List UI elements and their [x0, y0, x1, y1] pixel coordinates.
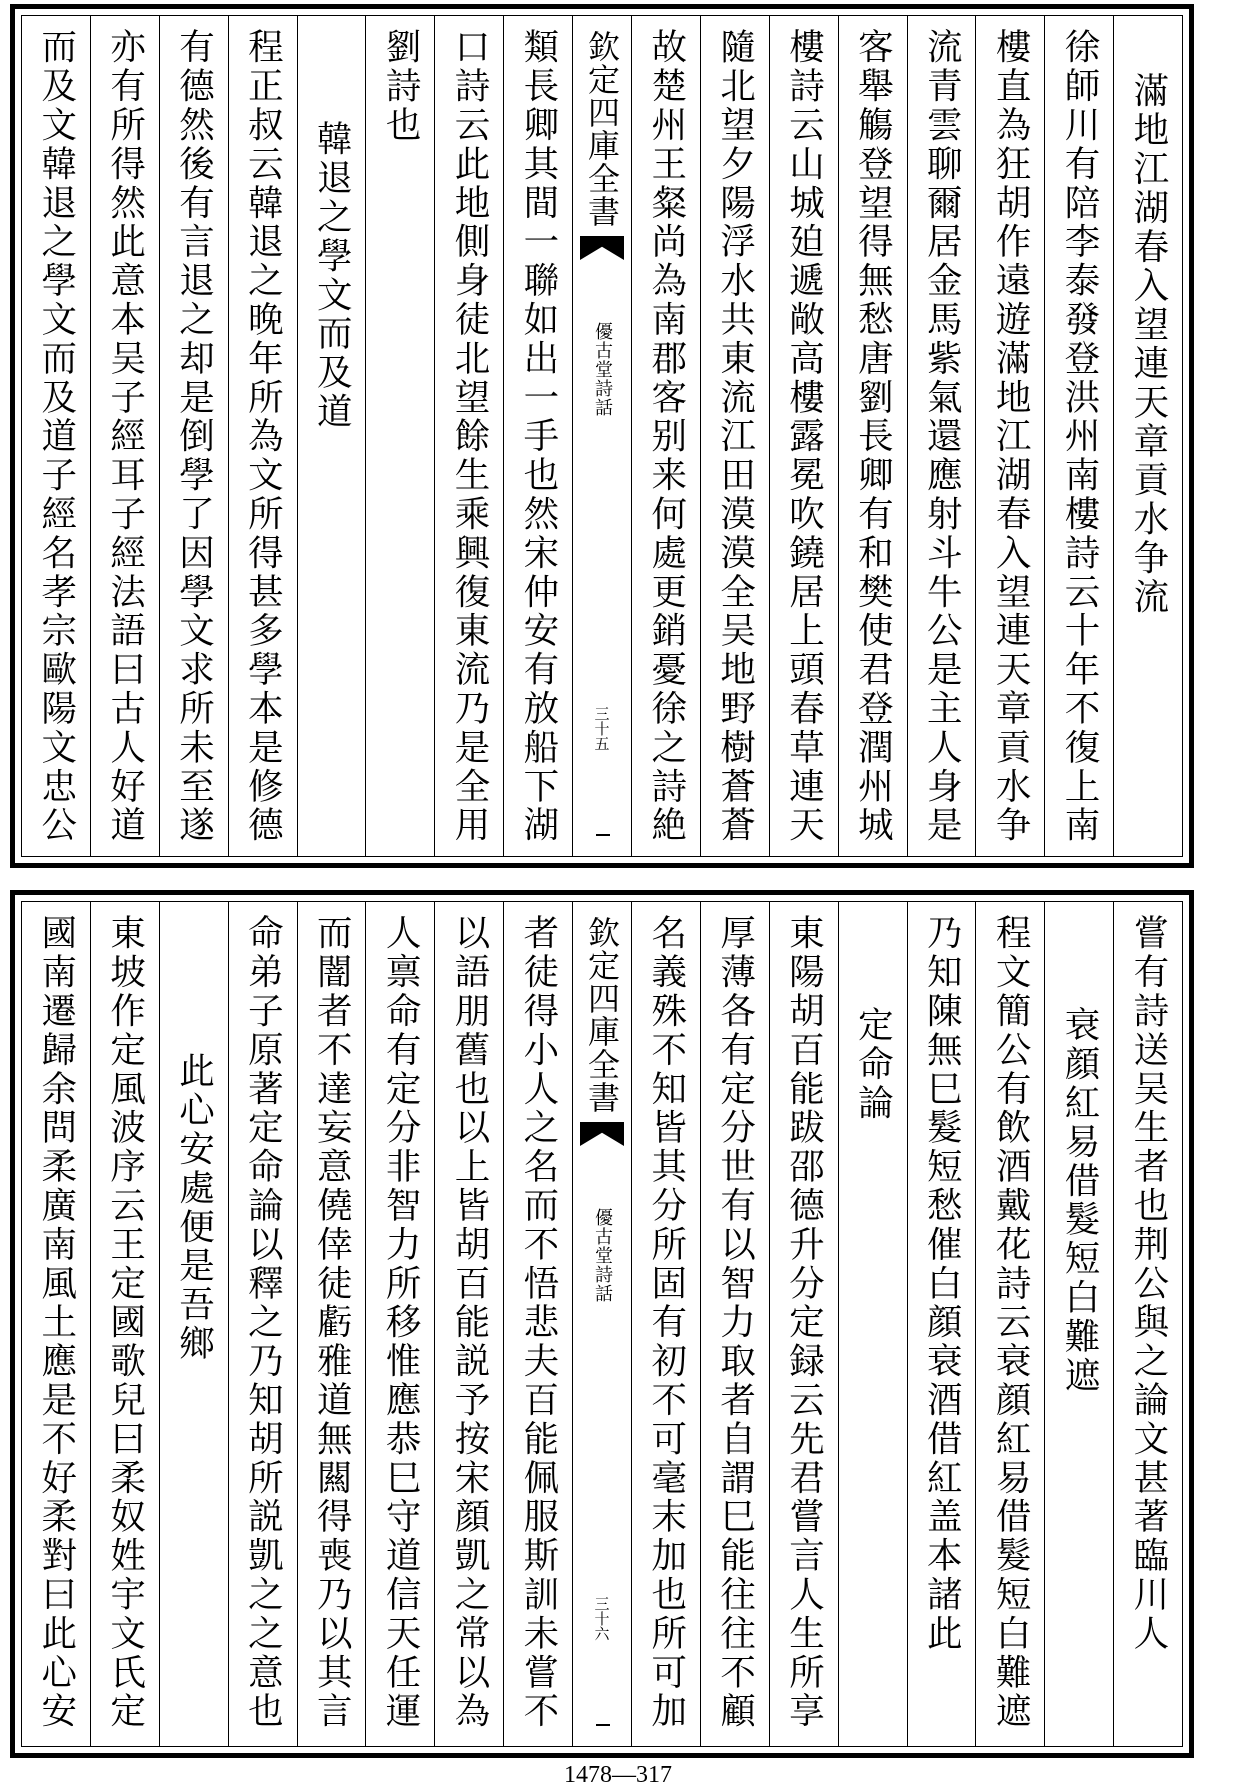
text-column — [434, 902, 503, 1746]
text-column — [700, 902, 769, 1746]
text-column — [631, 902, 700, 1746]
text-column — [1044, 16, 1113, 856]
text-column — [365, 902, 434, 1746]
column-text: 徐師川有陪李泰發登洪州南樓詩云十年不復上南 — [1058, 28, 1100, 845]
text-column — [228, 16, 297, 856]
column-text: 人禀命有定分非智力所移惟應恭巳守道信天任運 — [380, 914, 422, 1731]
text-column — [434, 16, 503, 856]
text-column — [1113, 16, 1182, 856]
column-text: 命弟子原著定命論以釋之乃知胡所説凱之之意也 — [242, 914, 284, 1731]
column-text: 故楚州王粲尚為南郡客别来何處更銷憂徐之詩絶 — [645, 28, 687, 845]
text-column — [159, 902, 228, 1746]
center-fold — [572, 902, 631, 1746]
text-column — [907, 902, 976, 1746]
column-text: 者徒得小人之名而不悟悲夫百能佩服斯訓未嘗不 — [517, 914, 559, 1731]
column-text: 東坡作定風波序云王定國歌兒曰柔奴姓宇文氏定 — [104, 914, 146, 1731]
page-rule — [596, 834, 610, 836]
column-text: 東陽胡百能跋邵德升分定録云先君嘗言人生所享 — [783, 914, 825, 1731]
text-column — [297, 16, 366, 856]
column-text: 而闇者不達妄意僥倖徒虧雅道無闗得喪乃以其言 — [311, 914, 353, 1731]
text-column — [503, 16, 572, 856]
text-column — [90, 16, 159, 856]
column-text: 流青雲聊爾居金馬紫氣還應射斗牛公是主人身是 — [921, 28, 963, 845]
text-column — [1113, 902, 1182, 1746]
text-column — [838, 902, 907, 1746]
column-text: 厚薄各有定分世有以智力取者自謂巳能往往不顧 — [714, 914, 756, 1731]
text-column — [90, 902, 159, 1746]
text-column — [159, 16, 228, 856]
center-title: 欽定四庫全書 — [583, 30, 621, 228]
section-heading: 衰顔紅易借髮短白難遮 — [1058, 1006, 1100, 1395]
column-text: 程文簡公有飲酒戴花詩云衰顔紅易借髮短白難遮 — [990, 914, 1032, 1731]
section-heading: 韓退之學文而及道 — [311, 120, 353, 432]
column-text: 樓直為狂胡作遠遊滿地江湖春入望連天章貢水争 — [990, 28, 1032, 845]
text-column — [297, 902, 366, 1746]
column-text: 名義殊不知皆其分所固有初不可毫末加也所可加 — [645, 914, 687, 1731]
text-column — [700, 16, 769, 856]
text-column — [22, 902, 90, 1746]
section-heading: 定命論 — [852, 1006, 894, 1123]
book-title: 優古堂詩話 — [592, 322, 613, 417]
column-text: 亦有所得然此意本吴子經耳子經法語曰古人好道 — [104, 28, 146, 845]
center-title: 欽定四庫全書 — [583, 916, 621, 1114]
lower-frame — [21, 901, 1183, 1747]
column-text: 國南遷歸余問柔廣南風土應是不好柔對曰此心安 — [35, 914, 77, 1731]
text-column — [22, 16, 90, 856]
book-title: 優古堂詩話 — [592, 1208, 613, 1303]
upper-leaf — [10, 4, 1194, 868]
page-number: 三十六 — [592, 1596, 611, 1641]
column-text: 有德然後有言退之却是倒學了因學文求所未至遂 — [173, 28, 215, 845]
upper-frame — [21, 15, 1183, 857]
section-heading: 此心安處便是吾鄉 — [173, 1052, 215, 1364]
upper-columns — [22, 16, 1182, 856]
column-text: 以語朋舊也以上皆胡百能説予按宋顔凱之常以為 — [448, 914, 490, 1731]
column-text: 乃知陳無巳髮短愁催白顔衰酒借紅盖本諸此 — [921, 914, 963, 1654]
text-column — [228, 902, 297, 1746]
column-text: 樓詩云山城廹遞敞高樓露冕吹鐃居上頭春草連天 — [783, 28, 825, 845]
fishtail-mark-icon — [580, 1122, 624, 1146]
text-column — [365, 16, 434, 856]
column-text: 劉詩也 — [380, 28, 422, 145]
text-column — [975, 902, 1044, 1746]
text-column — [631, 16, 700, 856]
column-text: 口詩云此地側身徒北望餘生乘興復東流乃是全用 — [448, 28, 490, 845]
text-column — [503, 902, 572, 1746]
column-text: 而及文韓退之學文而及道子經名孝宗歐陽文忠公 — [35, 28, 77, 845]
text-column — [975, 16, 1044, 856]
column-text: 隨北望夕陽浮水共東流江田漠漠全吴地野樹蒼蒼 — [714, 28, 756, 845]
center-fold — [572, 16, 631, 856]
page-number: 三十五 — [592, 706, 611, 751]
column-text: 客舉觴登望得無愁唐劉長卿有和樊使君登潤州城 — [852, 28, 894, 845]
text-column — [769, 16, 838, 856]
page-footer-number: 1478—317 — [564, 1762, 672, 1788]
page-rule — [596, 1724, 610, 1726]
column-text: 程正叔云韓退之晚年所為文所得甚多學本是修德 — [242, 28, 284, 845]
text-column — [838, 16, 907, 856]
column-text: 滿地江湖春入望連天章貢水争流 — [1127, 72, 1169, 617]
column-text: 類長卿其間一聯如出一手也然宋仲安有放船下湖 — [517, 28, 559, 845]
text-column — [907, 16, 976, 856]
column-text: 嘗有詩送吴生者也荆公與之論文甚著臨川人 — [1127, 914, 1169, 1654]
lower-leaf — [10, 890, 1194, 1758]
lower-columns — [22, 902, 1182, 1746]
fishtail-mark-icon — [580, 236, 624, 260]
text-column — [769, 902, 838, 1746]
text-column — [1044, 902, 1113, 1746]
